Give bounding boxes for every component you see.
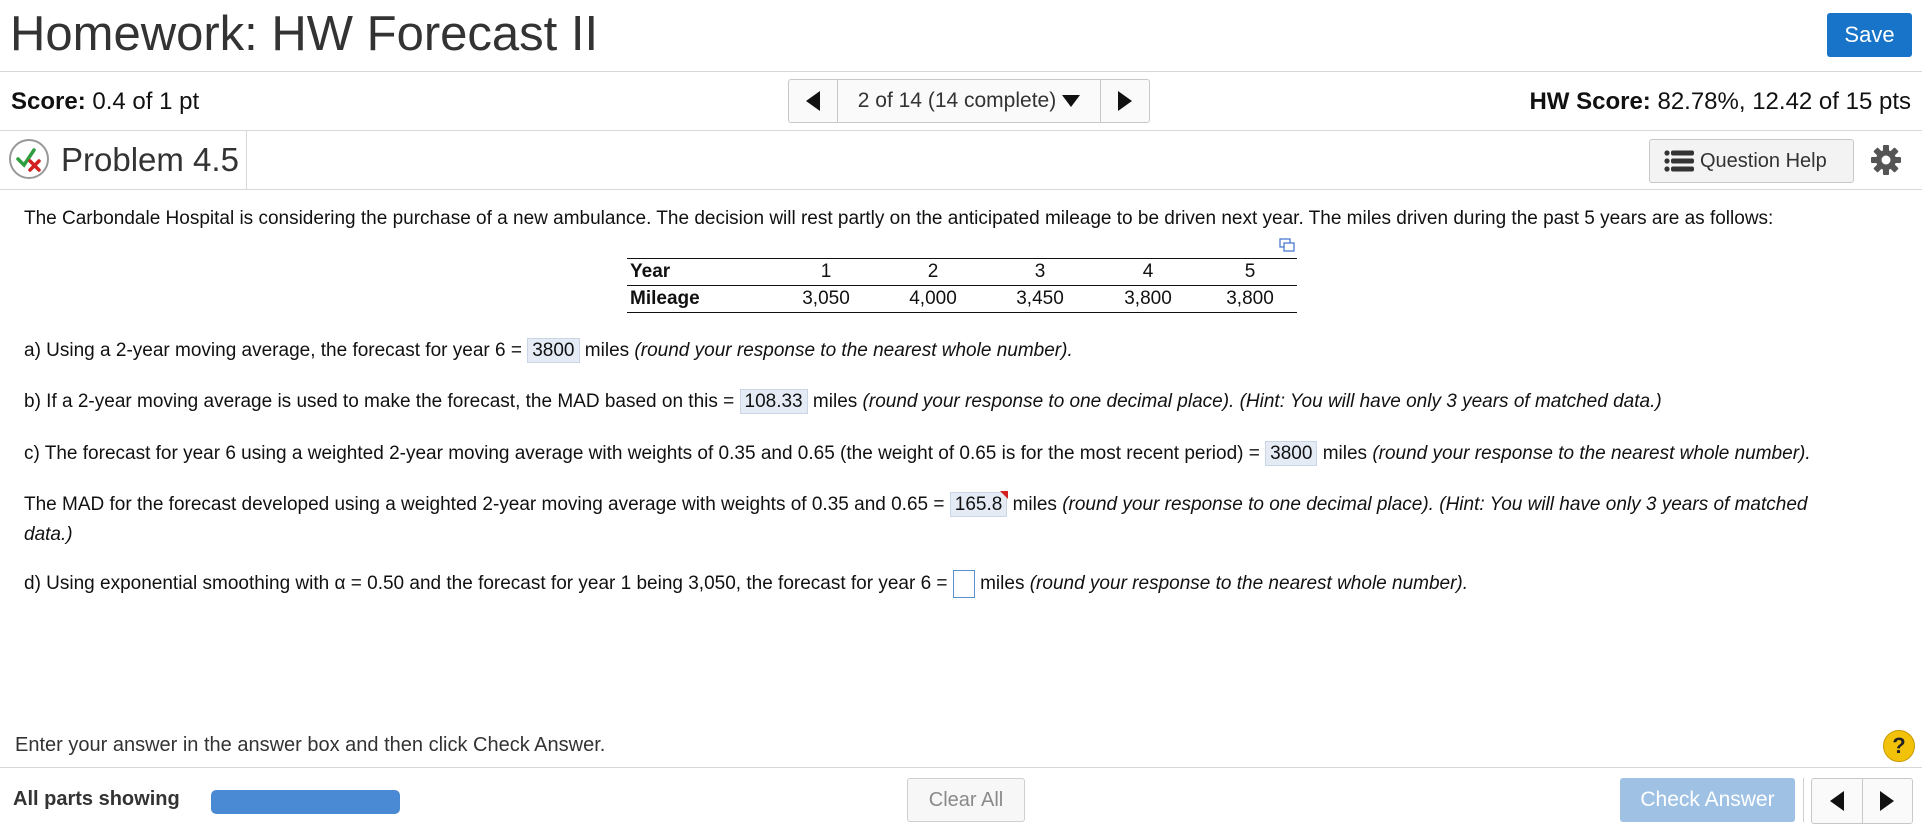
hw-score-value: 82.78%, 12.42 of 15 pts	[1657, 88, 1911, 115]
page-title: Homework: HW Forecast II	[10, 7, 599, 61]
question-navigator	[788, 79, 1150, 123]
score	[11, 88, 199, 116]
next-question-button[interactable]	[1100, 80, 1149, 122]
part-c-mad-hint: (round your response to one decimal place). (Hint: You will have only 3 years of matched	[1062, 494, 1808, 515]
part-c-mad-unit: miles	[1012, 494, 1057, 515]
table-cell: 4,000	[879, 286, 987, 313]
row-header-year: Year	[627, 259, 773, 286]
table-row	[627, 286, 1297, 313]
table-cell: 3,050	[773, 286, 879, 313]
part-a-hint: (round your response to the nearest whole number).	[634, 340, 1073, 361]
question-selector-label: 2 of 14 (14 complete)	[857, 89, 1057, 112]
row-header-mileage: Mileage	[627, 286, 773, 313]
part-b-prefix: b) If a 2-year moving average is used to make the forecast, the MAD based on this =	[24, 391, 735, 412]
instruction-text: Enter your answer in the answer box and then click Check Answer.	[15, 734, 606, 756]
hw-score-label: HW Score:	[1529, 88, 1651, 115]
table-cell: 2	[879, 259, 987, 286]
footer-navigator	[1811, 778, 1913, 824]
part-b-hint: (round your response to one decimal place). (Hint: You will have only 3 years of matched data.)	[862, 391, 1662, 412]
partial-correct-icon	[9, 139, 49, 179]
table-cell: 3	[987, 259, 1093, 286]
help-icon[interactable]: ?	[1883, 730, 1915, 762]
score-value: 0.4 of 1 pt	[92, 88, 200, 115]
parts-progress-bar	[211, 790, 400, 814]
question-help-label: Question Help	[1700, 149, 1827, 172]
footer-next-button[interactable]	[1862, 779, 1913, 823]
part-c-mad	[24, 494, 1807, 516]
part-d-hint: (round your response to the nearest whole number).	[1029, 573, 1469, 595]
gear-icon[interactable]	[1870, 144, 1902, 176]
arrow-left-icon	[1830, 791, 1844, 811]
question-help-button[interactable]	[1649, 139, 1854, 183]
part-c	[24, 443, 1811, 465]
table-row	[627, 259, 1297, 286]
score-bar	[0, 72, 1922, 131]
part-c-unit: miles	[1322, 443, 1368, 464]
check-answer-button[interactable]: Check Answer	[1620, 778, 1795, 822]
footer-bar	[0, 767, 1922, 832]
arrow-right-icon	[1880, 791, 1894, 811]
list-icon	[1664, 150, 1694, 172]
part-a-prefix: a) Using a 2-year moving average, the forecast for year 6 =	[24, 340, 522, 361]
part-d-prefix: d) Using exponential smoothing with α = 0.50 and the forecast for year 1 being 3,050, the forecast for year 6 =	[24, 573, 948, 595]
score-label: Score:	[11, 88, 86, 115]
table-cell: 3,800	[1203, 286, 1297, 313]
caret-down-icon	[1062, 95, 1080, 107]
part-a-unit: miles	[584, 340, 630, 361]
part-c-mad-continued	[24, 524, 73, 546]
table-cell: 5	[1203, 259, 1297, 286]
part-b	[24, 391, 1662, 413]
arrow-right-icon	[1118, 91, 1132, 111]
part-d	[24, 570, 1468, 598]
arrow-left-icon	[806, 91, 820, 111]
clear-all-button[interactable]: Clear All	[907, 778, 1025, 822]
previous-question-button[interactable]	[789, 80, 837, 122]
part-c-mad-answer[interactable]: 165.8	[950, 492, 1008, 517]
part-c-answer[interactable]: 3800	[1265, 441, 1317, 466]
question-selector[interactable]	[837, 80, 1100, 122]
part-b-unit: miles	[812, 391, 858, 412]
divider	[1803, 778, 1804, 822]
part-b-answer[interactable]: 108.33	[740, 389, 808, 414]
table-cell: 3,800	[1093, 286, 1203, 313]
parts-label: All parts showing	[13, 788, 180, 810]
footer-previous-button[interactable]	[1812, 779, 1862, 823]
table-cell: 4	[1093, 259, 1203, 286]
part-d-answer-input[interactable]	[953, 570, 975, 598]
part-c-mad-prefix: The MAD for the forecast developed using a weighted 2-year moving average with weights of 0.35 and 0.65 =	[24, 494, 945, 515]
divider	[246, 131, 247, 189]
save-button[interactable]: Save	[1827, 13, 1912, 57]
part-c-prefix: c) The forecast for year 6 using a weighted 2-year moving average with weights of 0.35 and 0.65 (the weight of 0.65 is for the most recent period) =	[24, 443, 1260, 464]
popout-table-icon[interactable]	[1279, 238, 1295, 252]
problem-bar	[0, 131, 1922, 190]
part-a-answer[interactable]: 3800	[527, 338, 579, 363]
part-c-hint: (round your response to the nearest whole number).	[1372, 443, 1811, 464]
table-cell: 3,450	[987, 286, 1093, 313]
part-d-unit: miles	[980, 573, 1025, 595]
parts-progress-fill	[211, 790, 400, 814]
part-a	[24, 340, 1073, 362]
hw-score	[1529, 88, 1911, 116]
part-c-mad-hint-cont: data.)	[24, 524, 73, 545]
mileage-table	[627, 258, 1297, 313]
problem-title: Problem 4.5	[61, 141, 239, 178]
question-intro: The Carbondale Hospital is considering the purchase of a new ambulance. The decision will rest partly on the anticipated mileage to be driven next year. The miles driven during the past 5 years are as follows:	[24, 208, 1774, 229]
table-cell: 1	[773, 259, 879, 286]
title-bar	[0, 0, 1922, 72]
